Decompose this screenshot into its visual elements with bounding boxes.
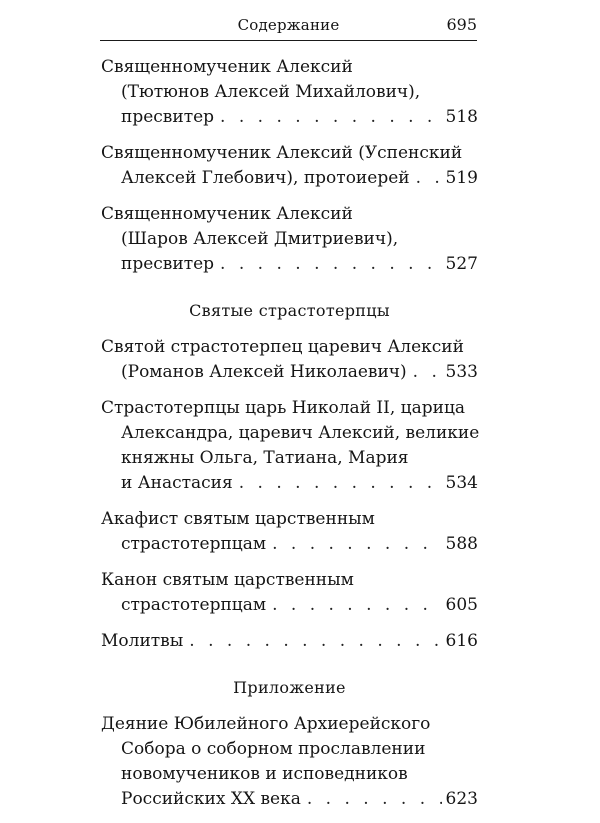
toc-entry [101,396,478,496]
toc-page-number: 616 [445,631,478,651]
toc-entry-line: Священномученик Алексий (Успенский [101,143,463,163]
toc-page-number: 588 [445,534,478,554]
toc-entry-line: пресвитер [121,254,215,274]
header-title: Содержание [237,16,340,34]
toc-group-passion-bearers [101,335,478,654]
dot-leader [272,532,441,557]
toc-entry [101,335,478,385]
toc-entry-last-line [101,787,478,812]
toc-entry-line: страстотерпцам [121,534,267,554]
toc-page-number: 527 [445,254,478,274]
toc-entry-last-line [101,252,478,277]
toc-entry-line: Молитвы [101,631,184,651]
toc-entry-line: Акафист святым царственным [101,509,375,529]
toc-entry-line: Страстотерпцы царь Николай II, царица [101,398,466,418]
toc-entry-line: пресвитер [121,107,215,127]
toc-entry-line: Канон святым царственным [101,570,354,590]
toc-entry [101,55,478,130]
toc-entry-line: Алексей Глебович), протоиерей [121,168,410,188]
toc-entry-line: Собора о соборном прославлении [121,739,426,759]
section-heading-passion-bearers: Святые страстотерпцы [189,301,390,320]
toc-entry-last-line [101,629,478,654]
toc-page-number: 533 [445,362,478,382]
toc-entry-line: и Анастасия [121,473,233,493]
toc-entry-line: Российских XX века [121,789,301,809]
toc-page-number: 534 [445,473,478,493]
toc-group-martyrs [101,55,478,277]
toc-entry-line: страстотерпцам [121,595,267,615]
running-header [100,12,477,41]
toc-entry-line: новомучеников и исповедников [121,764,408,784]
toc-entry-line: Деяние Юбилейного Архиерейского [101,714,431,734]
toc-entry-line: Святой страстотерпец царевич Алексий [101,337,464,357]
section-heading-appendix: Приложение [233,678,346,697]
toc-entry-line: (Шаров Алексей Дмитриевич), [121,229,399,249]
header-page-number: 695 [446,15,477,34]
toc-entry-line: княжны Ольга, Татиана, Мария [121,448,409,468]
toc-entry-last-line [101,166,478,191]
dot-leader [307,787,442,812]
toc-entry-last-line [101,593,478,618]
toc-page-number: 605 [445,595,478,615]
dot-leader [416,166,442,191]
toc-entry-last-line [101,360,478,385]
toc-entry-line: (Тютюнов Алексей Михайлович), [121,82,421,102]
toc-entry-line: Священномученик Алексий [101,204,353,224]
toc-entry [101,712,478,812]
toc-entry [101,202,478,277]
toc-page-number: 518 [445,107,478,127]
toc-entry-line: (Романов Алексей Николаевич) [121,362,407,382]
table-of-contents [101,55,478,823]
dot-leader [239,471,442,496]
dot-leader [220,105,442,130]
toc-entry [101,629,478,654]
dot-leader [189,629,441,654]
toc-entry-line: Священномученик Алексий [101,57,353,77]
toc-entry-last-line [101,532,478,557]
toc-page-number: 623 [445,789,478,809]
dot-leader [272,593,441,618]
toc-entry [101,507,478,557]
toc-entry-last-line [101,471,478,496]
toc-page-number: 519 [445,168,478,188]
toc-entry-last-line [101,105,478,130]
dot-leader [413,360,442,385]
toc-entry [101,141,478,191]
toc-group-appendix [101,712,478,812]
toc-entry [101,568,478,618]
toc-entry-line: Александра, царевич Алексий, великие [121,423,480,443]
dot-leader [220,252,442,277]
